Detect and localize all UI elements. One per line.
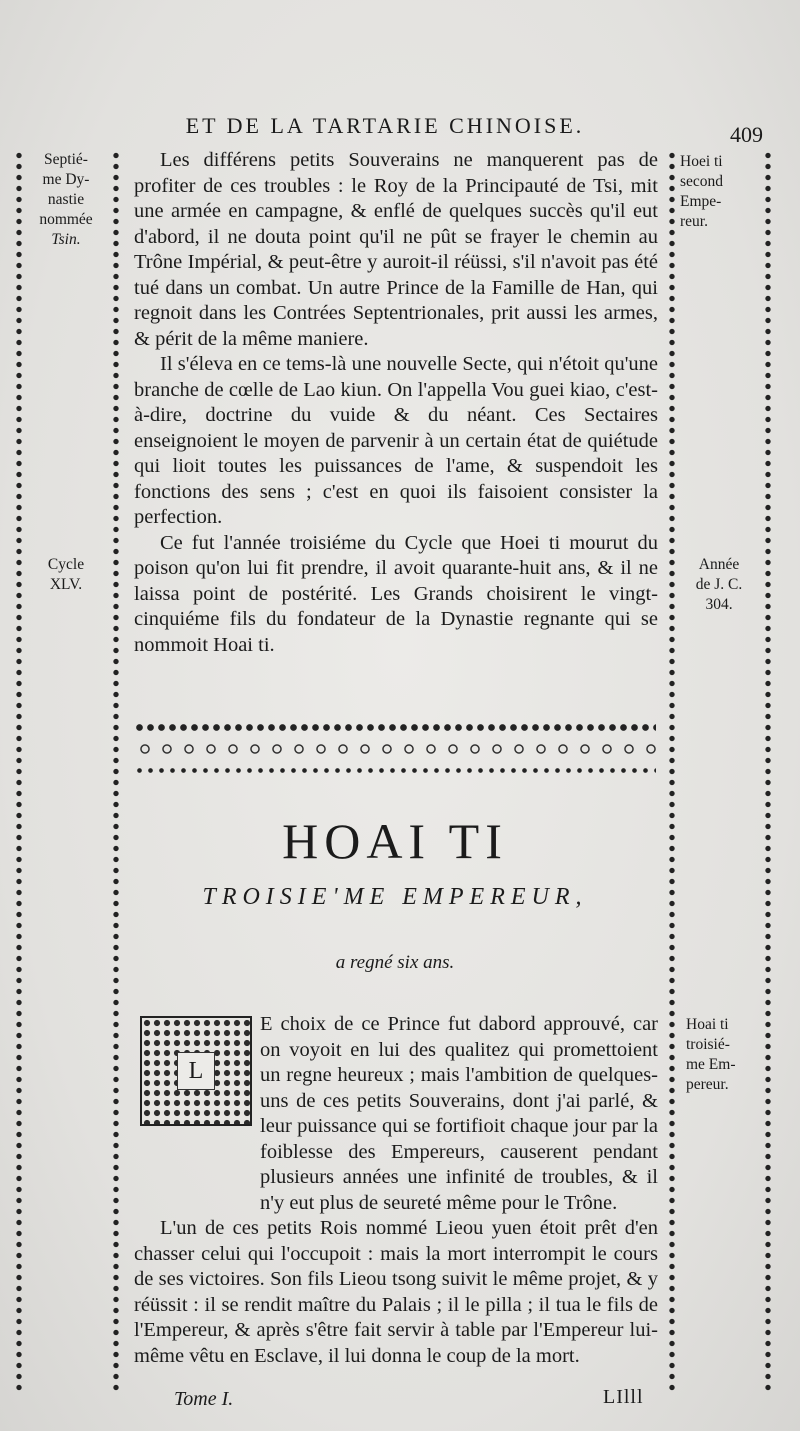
margin-note-dynasty: Septié- me Dy- nastie nommée Tsin. <box>39 151 93 248</box>
text-block-lower <box>134 1012 658 1369</box>
margin-note-emperor-hoei: Hoei ti second Empe- reur. <box>680 153 724 230</box>
fleuron-border-outer-right <box>762 150 774 1395</box>
chapter-subtitle: TROISIE'ME EMPEREUR, <box>202 884 588 910</box>
margin-note-emperor-hoai: Hoai ti troisié- me Em- pereur. <box>686 1016 736 1093</box>
page-number: 409 <box>730 122 763 147</box>
reign-note: a regné six ans. <box>335 952 455 973</box>
paragraph: E choix de ce Prince fut dabord approuvé, car on voyoit en lui des qualitez qui promettoient un regne heureux ; mais l'ambition de quelques-uns de ces petits Souverains, dont j'ai parlé, & leur puissance qui se fortifioit chaque jour par la foiblesse des Empereurs, causerent pendant plusieurs années une infinité de troubles, & il n'y eut plus de seureté même pour le Trône. <box>260 1013 658 1214</box>
fleuron-border-inner-right <box>666 150 678 1395</box>
fleuron-border-inner-left <box>110 150 122 1395</box>
paragraph: Les différens petits Souverains ne manquerent pas de profiter de ces troubles : le Roy de la Principauté de Tsi, mit une armée en campagne, & enflé de quelques succès qu'il eut d'abord, il ne douta point qu'il ne pût se frayer le chemin au Trône Impérial, & peut-être y auroit-il réüssi, s'il n'avoit pas été tué dans un combat. Un autre Prince de la Famille de Han, qui regnoit dans les Contrées Septentrionales, prit aussi les armes, & périt de la même maniere. <box>134 149 658 350</box>
initial-letter: L <box>177 1052 215 1090</box>
ornamental-headpiece <box>134 722 656 776</box>
volume-signature: Tome I. <box>174 1388 234 1410</box>
paragraph: L'un de ces petits Rois nommé Lieou yuen étoit prêt d'en chasser celui qui l'occupoit : mais la mort interrompit le cours de ses victoires. Son fils Lieou tsong suivit le même projet, & y réüssit : il se rendit maître du Palais ; il le pilla ; il tua le fils de l'Empereur, & après s'être fait servir à table par l'Empereur lui-même vêtu en Esclave, il lui donna le coup de la mort. <box>134 1217 658 1367</box>
margin-note-cycle: Cycle XLV. <box>47 556 85 593</box>
fleuron-border-outer-left <box>13 150 25 1395</box>
sheet-signature: LIlll <box>603 1386 644 1408</box>
paragraph: Ce fut l'année troisiéme du Cycle que Hoei ti mourut du poison qu'on lui fit prendre, il avoit quarante-huit ans, & il ne laissa point de postérité. Les Grands choisirent le vingt-cinquiéme fils du fondateur de la Dynastie regnante qui se nommoit Hoai ti. <box>134 531 658 656</box>
margin-note-year: Année de J. C. 304. <box>695 556 743 613</box>
text-block-upper <box>134 148 658 658</box>
paragraph: Il s'éleva en ce tems-là une nouvelle Secte, qui n'étoit qu'une branche de cœlle de Lao kiun. On l'appella Vou guei kiao, c'est-à-dire, doctrine du vuide & du néant. Ces Sectaires enseignoient le moyen de parvenir à un certain état de quiétude qui lioit toutes les puissances de l'ame, & suspendoit les fonctions des sens ; c'est en quoi ils faisoient consister la perfection. <box>134 353 658 528</box>
running-head: ET DE LA TARTARIE CHINOISE. <box>185 113 585 138</box>
chapter-title: HOAI TI <box>282 813 508 869</box>
